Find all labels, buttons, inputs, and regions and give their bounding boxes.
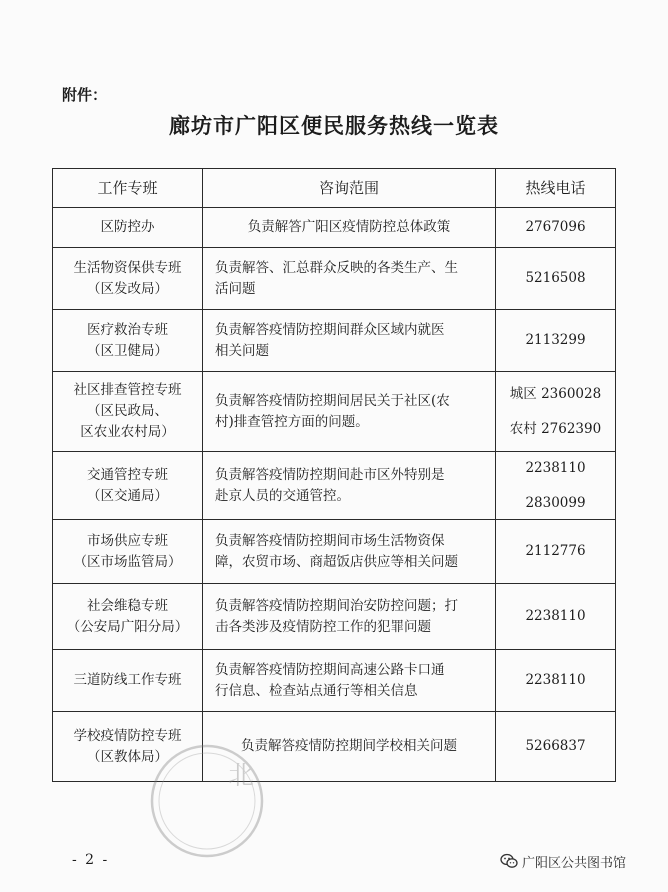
team-name-line: （区民政局、 — [87, 403, 168, 419]
hotline-table — [52, 168, 616, 782]
team-name-line: （区发改局） — [87, 280, 168, 297]
team-cell — [53, 372, 203, 452]
phone-number: 2238110 — [525, 459, 586, 476]
table-row — [53, 208, 616, 248]
scope-text-line: 行信息、检查站点通行等相关信息 — [215, 682, 418, 699]
column-header-phone: 热线电话 — [496, 169, 616, 208]
phone-number: 5266837 — [525, 738, 586, 754]
phone-cell — [496, 372, 616, 452]
phone-number: 2238110 — [525, 608, 586, 624]
scope-cell — [203, 310, 496, 372]
scope-cell — [203, 208, 496, 248]
team-cell — [53, 248, 203, 310]
wechat-icon — [500, 852, 518, 870]
phone-cell — [496, 520, 616, 584]
team-cell — [53, 208, 203, 248]
scope-text-line: 负责解答、汇总群众反映的各类生产、生 — [215, 259, 458, 276]
team-cell — [53, 584, 203, 650]
phone-cell — [496, 248, 616, 310]
scope-text-line: 击各类涉及疫情防控工作的犯罪问题 — [215, 618, 431, 635]
attachment-label: 附件： — [62, 86, 108, 104]
phone-number: 2767096 — [525, 219, 586, 235]
official-seal-icon — [148, 742, 266, 860]
phone-cell — [496, 310, 616, 372]
scope-text-line: 障，农贸市场、商超饭店供应等相关问题 — [215, 553, 458, 570]
watermark-text: 广阳区公共图书馆 — [522, 856, 627, 871]
team-name-line: 生活物资保供专班 — [73, 259, 182, 276]
scope-cell — [203, 452, 496, 520]
team-name-line: （区教体局） — [87, 748, 168, 765]
scope-text-line: 负责解答疫情防控期间市场生活物资保 — [215, 532, 445, 549]
scope-cell — [203, 584, 496, 650]
scope-text-line: 负责解答疫情防控期间治安防控问题；打 — [215, 597, 458, 614]
scope-text-line: 相关问题 — [215, 342, 269, 359]
scope-cell — [203, 520, 496, 584]
team-cell — [53, 520, 203, 584]
phone-number: 2113299 — [525, 332, 586, 348]
team-name-line: 交通管控专班 — [87, 466, 168, 483]
svg-text:北: 北 — [228, 761, 255, 791]
phone-cell — [496, 650, 616, 712]
scope-text-line: 负责解答疫情防控期间高速公路卡口通 — [215, 661, 445, 678]
table-row — [53, 712, 616, 782]
team-name-line: （区卫健局） — [87, 342, 168, 359]
scope-cell — [203, 650, 496, 712]
phone-cell — [496, 584, 616, 650]
column-header-team: 工作专班 — [53, 169, 203, 208]
team-name-line: 区防控办 — [100, 219, 155, 235]
phone-number: 城区 2360028 — [509, 385, 602, 402]
scope-text-line: 赴京人员的交通管控。 — [215, 487, 350, 504]
team-name-line: 学校疫情防控专班 — [73, 727, 182, 744]
page-title: 廊坊市广阳区便民服务热线一览表 — [169, 113, 499, 138]
team-name-line: 区农业农村局） — [80, 424, 175, 440]
team-cell — [53, 310, 203, 372]
table-row — [53, 372, 616, 452]
scope-text-line: 活问题 — [215, 280, 256, 297]
team-name-line: 医疗救治专班 — [87, 321, 168, 338]
scope-text-line: 负责解答疫情防控期间群众区域内就医 — [215, 321, 445, 338]
table-header-row — [53, 169, 616, 208]
team-name-line: 市场供应专班 — [87, 532, 168, 549]
table-row — [53, 584, 616, 650]
phone-cell — [496, 208, 616, 248]
team-name-line: 社区排查管控专班 — [73, 382, 182, 398]
phone-cell — [496, 712, 616, 782]
team-name-line: 三道防线工作专班 — [73, 672, 182, 688]
column-header-scope: 咨询范围 — [203, 169, 496, 208]
team-cell — [53, 452, 203, 520]
phone-number: 农村 2762390 — [509, 420, 602, 437]
scope-cell — [203, 248, 496, 310]
table-row — [53, 310, 616, 372]
team-name-line: （区交通局） — [87, 487, 168, 504]
scope-text-line: 负责解答疫情防控期间赴市区外特别是 — [215, 466, 445, 483]
scope-text-line: 负责解答疫情防控期间学校相关问题 — [241, 738, 457, 754]
phone-number: 5216508 — [525, 270, 586, 286]
table-row — [53, 452, 616, 520]
table-row — [53, 650, 616, 712]
page-number: - 2 - — [72, 852, 110, 868]
scope-text-line: 负责解答广阳区疫情防控总体政策 — [247, 219, 451, 235]
phone-number: 2830099 — [525, 494, 586, 511]
phone-cell — [496, 452, 616, 520]
team-name-line: 社会维稳专班 — [87, 597, 168, 614]
team-name-line: （公安局广阳分局） — [66, 618, 189, 635]
table-row — [53, 248, 616, 310]
team-cell — [53, 650, 203, 712]
scope-cell — [203, 372, 496, 452]
scope-text-line: 负责解答疫情防控期间居民关于社区(农 — [215, 392, 450, 409]
scope-text-line: 村)排查管控方面的问题。 — [215, 413, 369, 430]
table-row — [53, 520, 616, 584]
phone-number: 2112776 — [525, 543, 586, 559]
team-name-line: （区市场监管局） — [73, 553, 182, 570]
phone-number: 2238110 — [525, 672, 586, 688]
